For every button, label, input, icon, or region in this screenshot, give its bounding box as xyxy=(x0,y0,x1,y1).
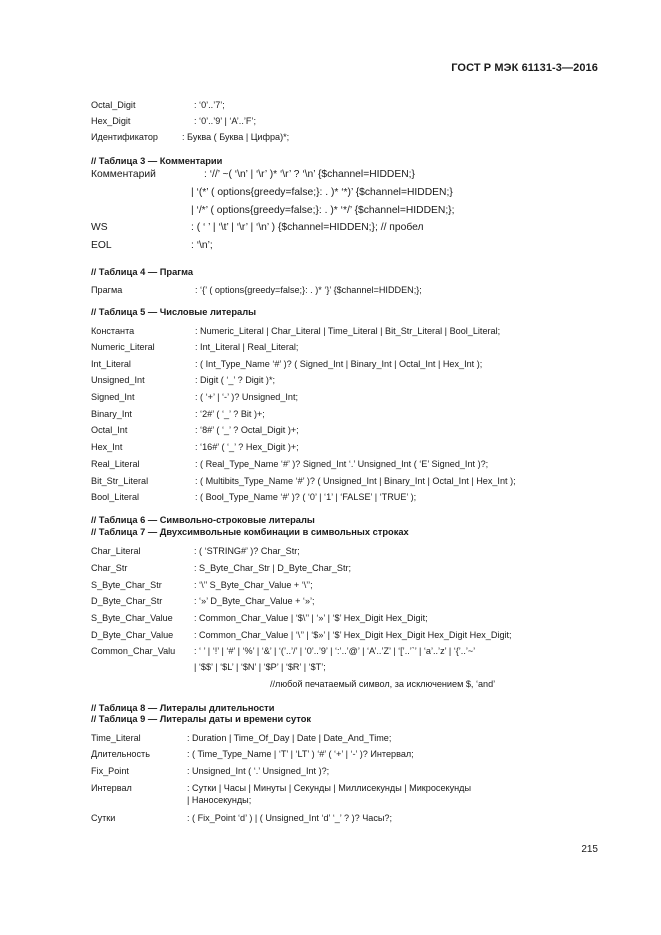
rule-definition: : Буква ( Буква | Цифра)*; xyxy=(182,132,290,142)
rule-name: Комментарий xyxy=(91,169,156,180)
section-title-table-3: // Таблица 3 — Комментарии xyxy=(91,156,223,166)
rule-name: Signed_Int xyxy=(91,392,135,402)
rule-definition: : Common_Char_Value | ‘$\’’ | ‘»’ | ‘$’ Hex_Digit Hex_Digit; xyxy=(194,613,428,623)
rule-name: EOL xyxy=(91,240,112,251)
rule-definition: : ‘2#’ ( ‘_’ ? Bit )+; xyxy=(195,409,265,419)
rule-definition: : ( ‘STRING#’ )? Char_Str; xyxy=(194,546,300,556)
rule-definition: : ‘16#’ ( ‘_’ ? Hex_Digit )+; xyxy=(195,442,299,452)
rule-definition: : ‘0’..’9’ | ‘A’..’F’; xyxy=(194,116,256,126)
section-title-table-5: // Таблица 5 — Числовые литералы xyxy=(91,307,257,317)
rule-definition: : Digit ( ‘_’ ? Digit )*; xyxy=(195,375,276,385)
page-number: 215 xyxy=(581,844,598,855)
rule-definition: : ( Bool_Type_Name ‘#’ )? ( ‘0’ | ‘1’ | ‘FALSE’ | ‘TRUE’ ); xyxy=(195,492,417,502)
rule-definition: : Duration | Time_Of_Day | Date | Date_And_Time; xyxy=(187,733,392,743)
rule-name: Константа xyxy=(91,326,135,336)
rule-definition: : S_Byte_Char_Str | D_Byte_Char_Str; xyxy=(194,563,352,573)
rule-name: WS xyxy=(91,222,108,233)
rule-name: Int_Literal xyxy=(91,359,131,369)
rule-definition: : Unsigned_Int ( ‘.’ Unsigned_Int )?; xyxy=(187,766,330,776)
section-title-table-8: // Таблица 8 — Литералы длительности xyxy=(91,703,275,713)
rule-name: Длительность xyxy=(91,749,150,759)
rule-definition: : ( Time_Type_Name | ‘T’ | ‘LT’ ) ‘#’ ( ‘+’ | ‘-’ )? Интервал; xyxy=(187,749,414,759)
rule-definition: : ( ‘ ’ | ‘\t’ | ‘\r’ | ‘\n’ ) {$channel=HIDDEN;}; // пробел xyxy=(191,222,424,233)
rule-definition: : ‘»’ D_Byte_Char_Value + ‘»’; xyxy=(194,596,315,606)
rule-definition: : ( Fix_Point ‘d’ ) | ( Unsigned_Int ‘d’ ‘_’ ? )? Часы?; xyxy=(187,813,392,823)
rule-definition: : Сутки | Часы | Минуты | Секунды | Миллисекунды | Микросекунды xyxy=(187,783,471,793)
rule-definition: : Int_Literal | Real_Literal; xyxy=(195,342,299,352)
rule-definition: : ‘{’ ( options{greedy=false;}: . )* ‘}’ {$channel=HIDDEN;}; xyxy=(195,285,422,295)
section-title-table-4: // Таблица 4 — Прагма xyxy=(91,267,194,277)
rule-name: Fix_Point xyxy=(91,766,129,776)
rule-name: Time_Literal xyxy=(91,733,141,743)
rule-name: S_Byte_Char_Str xyxy=(91,580,162,590)
rule-definition: | ‘(*’ ( options{greedy=false;}: . )* ‘*)’ {$channel=HIDDEN;} xyxy=(191,187,453,198)
rule-definition: : ‘//’ ~( ‘\n’ | ‘\r’ )* ‘\r’ ? ‘\n’ {$channel=HIDDEN;} xyxy=(204,169,415,180)
rule-name: S_Byte_Char_Value xyxy=(91,613,173,623)
section-title-table-7: // Таблица 7 — Двухсимвольные комбинации в символьных строках xyxy=(91,527,409,537)
rule-definition: : ( ‘+’ | ‘-’ )? Unsigned_Int; xyxy=(195,392,299,402)
rule-name: Прагма xyxy=(91,285,123,295)
rule-name: Bit_Str_Literal xyxy=(91,476,149,486)
section-title-table-6: // Таблица 6 — Символьно-строковые литералы xyxy=(91,515,315,525)
rule-name: Сутки xyxy=(91,813,116,823)
rule-continuation: | Наносекунды; xyxy=(187,795,252,805)
rule-definition: : ‘\n’; xyxy=(191,240,213,251)
rule-name: Hex_Digit xyxy=(91,116,131,126)
section-title-table-9: // Таблица 9 — Литералы даты и времени суток xyxy=(91,714,312,724)
rule-name: Интервал xyxy=(91,783,132,793)
rule-name: Binary_Int xyxy=(91,409,132,419)
rule-name: Common_Char_Valu xyxy=(91,646,176,656)
rule-name: Bool_Literal xyxy=(91,492,140,502)
rule-definition: : ( Int_Type_Name ‘#’ )? ( Signed_Int | Binary_Int | Octal_Int | Hex_Int ); xyxy=(195,359,483,369)
rule-definition: : ( Multibits_Type_Name ‘#’ )? ( Unsigned_Int | Binary_Int | Octal_Int | Hex_Int ); xyxy=(195,476,516,486)
rule-name: Octal_Int xyxy=(91,425,128,435)
rule-name: Hex_Int xyxy=(91,442,123,452)
rule-continuation: | ‘$$’ | ‘$L’ | ‘$N’ | ‘$P’ | ‘$R’ | ‘$T’; xyxy=(194,662,326,672)
rule-name: Char_Literal xyxy=(91,546,141,556)
rule-definition: : ‘ ’ | ‘!’ | ‘#’ | ‘%’ | ‘&’ | ‘(’..’/’ | ‘0’..’9’ | ‘:’..’@’ | ‘A’..’Z’ | ‘[’..’`’ | ‘a’..’z’ | ‘{’..’~’ xyxy=(194,646,476,656)
rule-definition: : ‘\’’ S_Byte_Char_Value + ‘\’’; xyxy=(194,580,313,590)
rule-definition: : Common_Char_Value | ‘\’’ | ‘$»’ | ‘$’ Hex_Digit Hex_Digit Hex_Digit Hex_Digit; xyxy=(194,630,512,640)
rule-definition: : ( Real_Type_Name ‘#’ )? Signed_Int ‘.’ Unsigned_Int ( ‘E’ Signed_Int )?; xyxy=(195,459,489,469)
document-header: ГОСТ Р МЭК 61131-3—2016 xyxy=(451,62,598,74)
rule-definition: : ‘8#’ ( ‘_’ ? Octal_Digit )+; xyxy=(195,425,299,435)
rule-definition: | ‘/*’ ( options{greedy=false;}: . )* ‘*/’ {$channel=HIDDEN;}; xyxy=(191,205,455,216)
rule-name: Real_Literal xyxy=(91,459,140,469)
rule-name: Numeric_Literal xyxy=(91,342,155,352)
rule-definition: : Numeric_Literal | Char_Literal | Time_Literal | Bit_Str_Literal | Bool_Literal; xyxy=(195,326,501,336)
rule-name: Octal_Digit xyxy=(91,100,136,110)
rule-name: D_Byte_Char_Value xyxy=(91,630,174,640)
rule-name: Unsigned_Int xyxy=(91,375,145,385)
rule-definition: : ‘0’..’7’; xyxy=(194,100,225,110)
rule-name: Идентификатор xyxy=(91,132,158,142)
rule-comment: //любой печатаемый символ, за исключением $, ‘and’ xyxy=(270,679,496,689)
rule-name: D_Byte_Char_Str xyxy=(91,596,163,606)
rule-name: Char_Str xyxy=(91,563,128,573)
